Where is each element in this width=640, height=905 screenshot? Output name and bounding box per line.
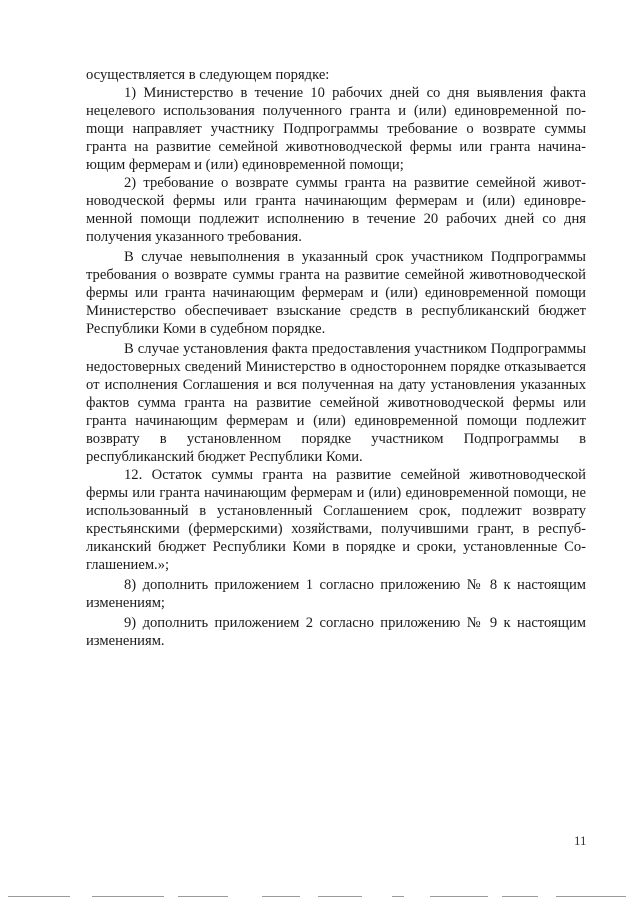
paragraph-item-1: 1) Министерство в течение 10 рабочих дней со дня выявления факта нецелевого использования полученного гранта и (или) единовременной поmощи направляет участнику Подпрограммы требование о возврате суммы гранта на развитие семейной животноводческой фермы или гранта начинающим фермерам и (или) единовременной помощи; bbox=[86, 85, 586, 173]
page-number: 11 bbox=[574, 833, 587, 848]
paragraph-nonfulfillment: В случае невыполнения в указанный срок участником Подпрограммы требования о возврате суммы гранта на развитие семейной животноводческой фермы или гранта начинающим фермерам и (или) единовременной помощи Министерство обеспечивает взыскание средств в республиканский бюджет Республики Коми в судебном порядке. bbox=[86, 249, 586, 337]
scan-edge-segment bbox=[392, 896, 404, 897]
scan-edge-segment bbox=[262, 896, 300, 897]
scan-edge-segment bbox=[92, 896, 164, 897]
paragraph-intro: осуществляется в следующем порядке: bbox=[86, 67, 330, 83]
paragraph-item-2: 2) требование о возврате суммы гранта на развитие семейной животноводческой фермы или гранта начинающим фермерам и (или) единовременной помощи подлежит исполнению в течение 20 рабочих дней со дня получения указанного требования. bbox=[86, 175, 586, 245]
paragraph-item-8: 8) дополнить приложением 1 согласно приложению № 8 к настоящим изменениям; bbox=[86, 577, 586, 611]
document-body bbox=[86, 66, 586, 650]
scan-edge-segment bbox=[430, 896, 488, 897]
paragraph-false-info: В случае установления факта предоставления участником Подпрограммы недостоверных сведений Министерство в одностороннем порядке отказывается от исполнения Соглашения и вся полученная на дату установления указанных фактов сумма гранта на развитие семейной животноводческой фермы или гранта начинающим фермерам и (или) единовременной помощи подлежит возврату в установленном порядке участником Подпрограммы в республиканский бюджет Республики Коми. bbox=[86, 341, 586, 465]
paragraph-item-9: 9) дополнить приложением 2 согласно приложению № 9 к настоящим изменениям. bbox=[86, 615, 586, 649]
scan-edge-segment bbox=[502, 896, 538, 897]
paragraph-section-12: 12. Остаток суммы гранта на развитие семейной животноводческой фермы или гранта начинающим фермерам и (или) единовременной помощи, не использованный в установленный Соглашением срок, подлежит возврату крестьянскими (фермерскими) хозяйствами, получившими грант, в республиканский бюджет Республики Коми в порядке и сроки, установленные Соглашением.»; bbox=[86, 467, 586, 573]
scan-edge-segment bbox=[178, 896, 228, 897]
scan-edge-segment bbox=[556, 896, 626, 897]
scan-bottom-edge bbox=[0, 896, 640, 898]
scan-edge-segment bbox=[318, 896, 362, 897]
scan-edge-segment bbox=[8, 896, 70, 897]
